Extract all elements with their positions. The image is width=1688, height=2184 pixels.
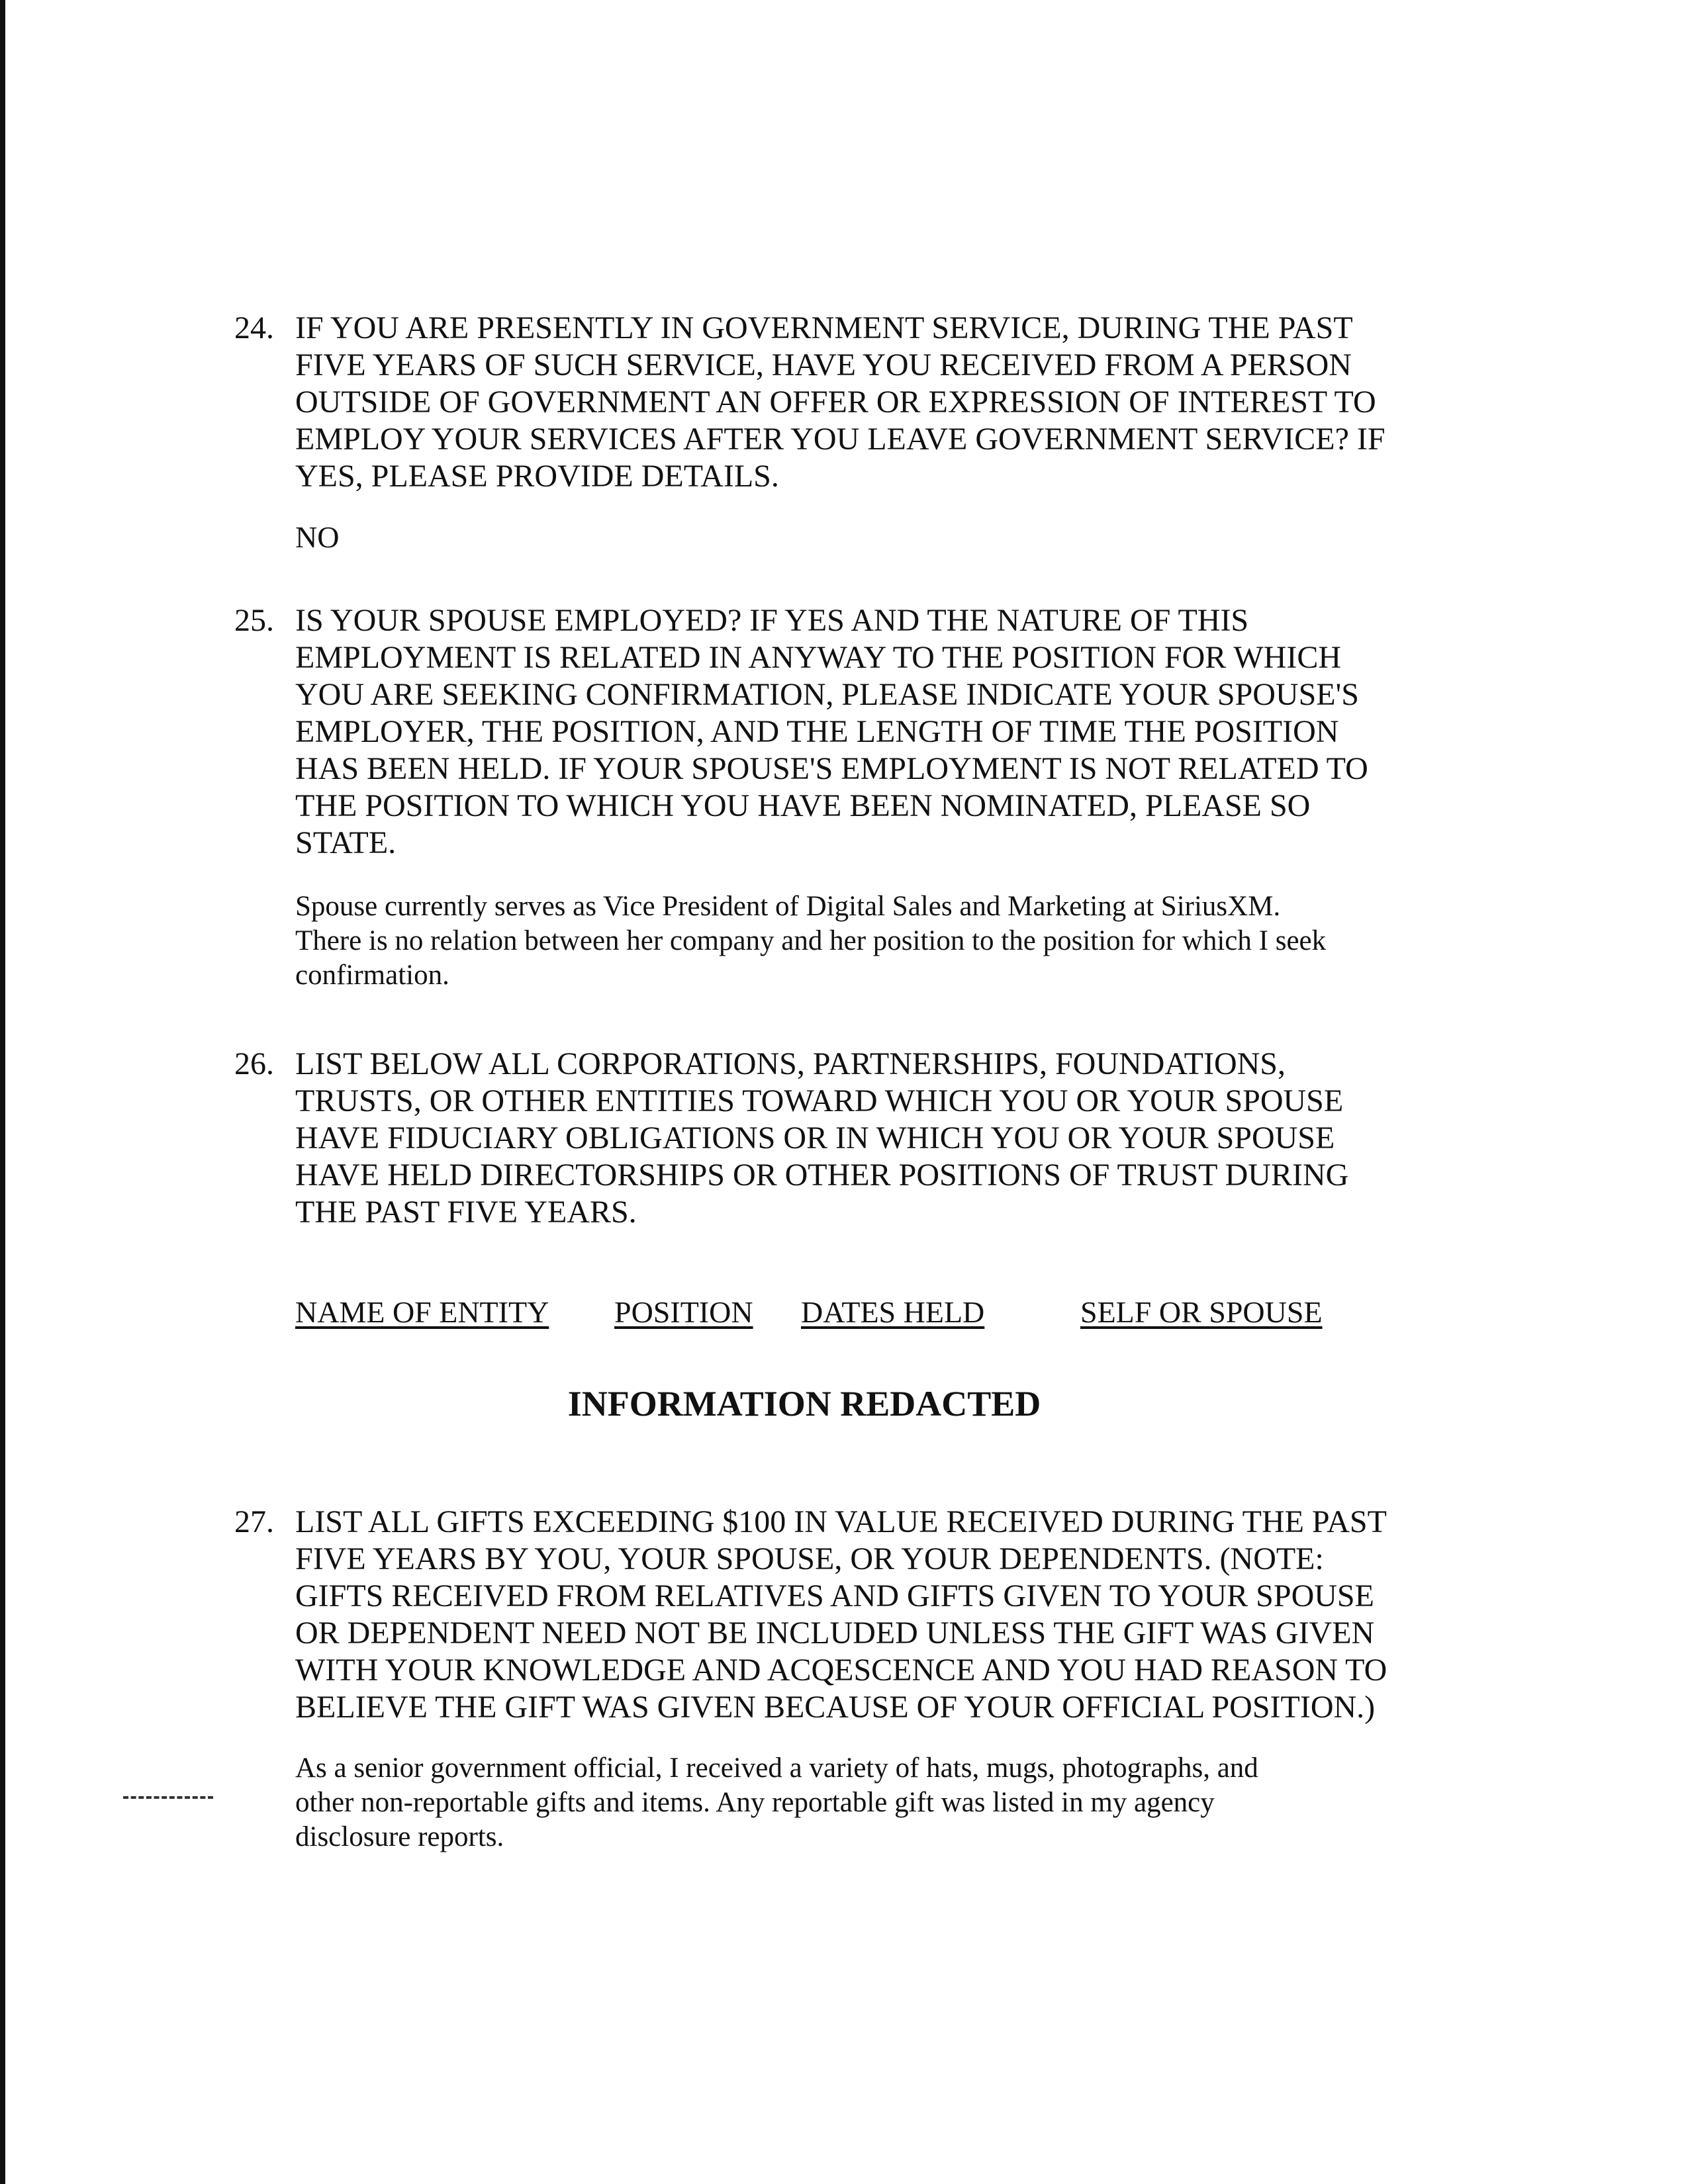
question-26: [234, 1046, 1452, 1231]
column-self-or-spouse: SELF OR SPOUSE: [1080, 1295, 1323, 1329]
column-name-of-entity: NAME OF ENTITY: [295, 1295, 549, 1329]
question-text: IF YOU ARE PRESENTLY IN GOVERNMENT SERVICE, DURING THE PAST FIVE YEARS OF SUCH SERVICE, HAVE YOU RECEIVED FROM A PERSON OUTSIDE OF GOVERNMENT AN OFFER OR EXPRESSION OF INTEREST TO EMPLOY YOUR SERVICES AFTER YOU LEAVE GOVERNMENT SERVICE? IF YES, PLEASE PROVIDE DETAILS.: [295, 310, 1385, 494]
question-number: 27.: [234, 1504, 274, 1539]
question-number: 25.: [234, 603, 274, 638]
question-27: [234, 1504, 1452, 1854]
question-25: [234, 602, 1452, 993]
entity-table-header: [295, 1294, 1421, 1334]
column-position: POSITION: [614, 1295, 753, 1329]
question-text: LIST BELOW ALL CORPORATIONS, PARTNERSHIPS, FOUNDATIONS, TRUSTS, OR OTHER ENTITIES TOWARD WHICH YOU OR YOUR SPOUSE HAVE FIDUCIARY OBLIGATIONS OR IN WHICH YOU OR YOUR SPOUSE HAVE HELD DIRECTORSHIPS OR OTHER POSITIONS OF TRUST DURING THE PAST FIVE YEARS.: [295, 1046, 1349, 1230]
column-dates-held: DATES HELD: [801, 1295, 985, 1329]
answer-text: As a senior government official, I received a variety of hats, mugs, photographs, and other non-reportable gifts and items. Any reportable gift was listed in my agency disclosure reports.: [295, 1752, 1258, 1852]
question-number: 24.: [234, 310, 274, 345]
question-number: 26.: [234, 1046, 274, 1081]
answer-text: NO: [295, 520, 340, 554]
question-text: LIST ALL GIFTS EXCEEDING $100 IN VALUE RECEIVED DURING THE PAST FIVE YEARS BY YOU, YOUR SPOUSE, OR YOUR DEPENDENTS. (NOTE: GIFTS RECEIVED FROM RELATIVES AND GIFTS GIVEN TO YOUR SPOUSE OR DEPENDENT NEED NOT BE INCLUDED UNLESS THE GIFT WAS GIVEN WITH YOUR KNOWLEDGE AND ACQESCENCE AND YOU HAD REASON TO BELIEVE THE GIFT WAS GIVEN BECAUSE OF YOUR OFFICIAL POSITION.): [295, 1504, 1387, 1725]
question-24: [234, 310, 1452, 555]
scan-left-border: [0, 0, 5, 2184]
scan-margin-mark: [123, 1796, 213, 1799]
answer-text: Spouse currently serves as Vice President of Digital Sales and Marketing at SiriusXM. There is no relation between her company and her position to the position for which I seek confirmation.: [295, 891, 1327, 991]
question-text: IS YOUR SPOUSE EMPLOYED? IF YES AND THE NATURE OF THIS EMPLOYMENT IS RELATED IN ANYWAY TO THE POSITION FOR WHICH YOU ARE SEEKING CONFIRMATION, PLEASE INDICATE YOUR SPOUSE'S EMPLOYER, THE POSITION, AND THE LENGTH OF TIME THE POSITION HAS BEEN HELD. IF YOUR SPOUSE'S EMPLOYMENT IS NOT RELATED TO THE POSITION TO WHICH YOU HAVE BEEN NOMINATED, PLEASE SO STATE.: [295, 603, 1368, 860]
redaction-notice: INFORMATION REDACTED: [567, 1384, 1041, 1424]
